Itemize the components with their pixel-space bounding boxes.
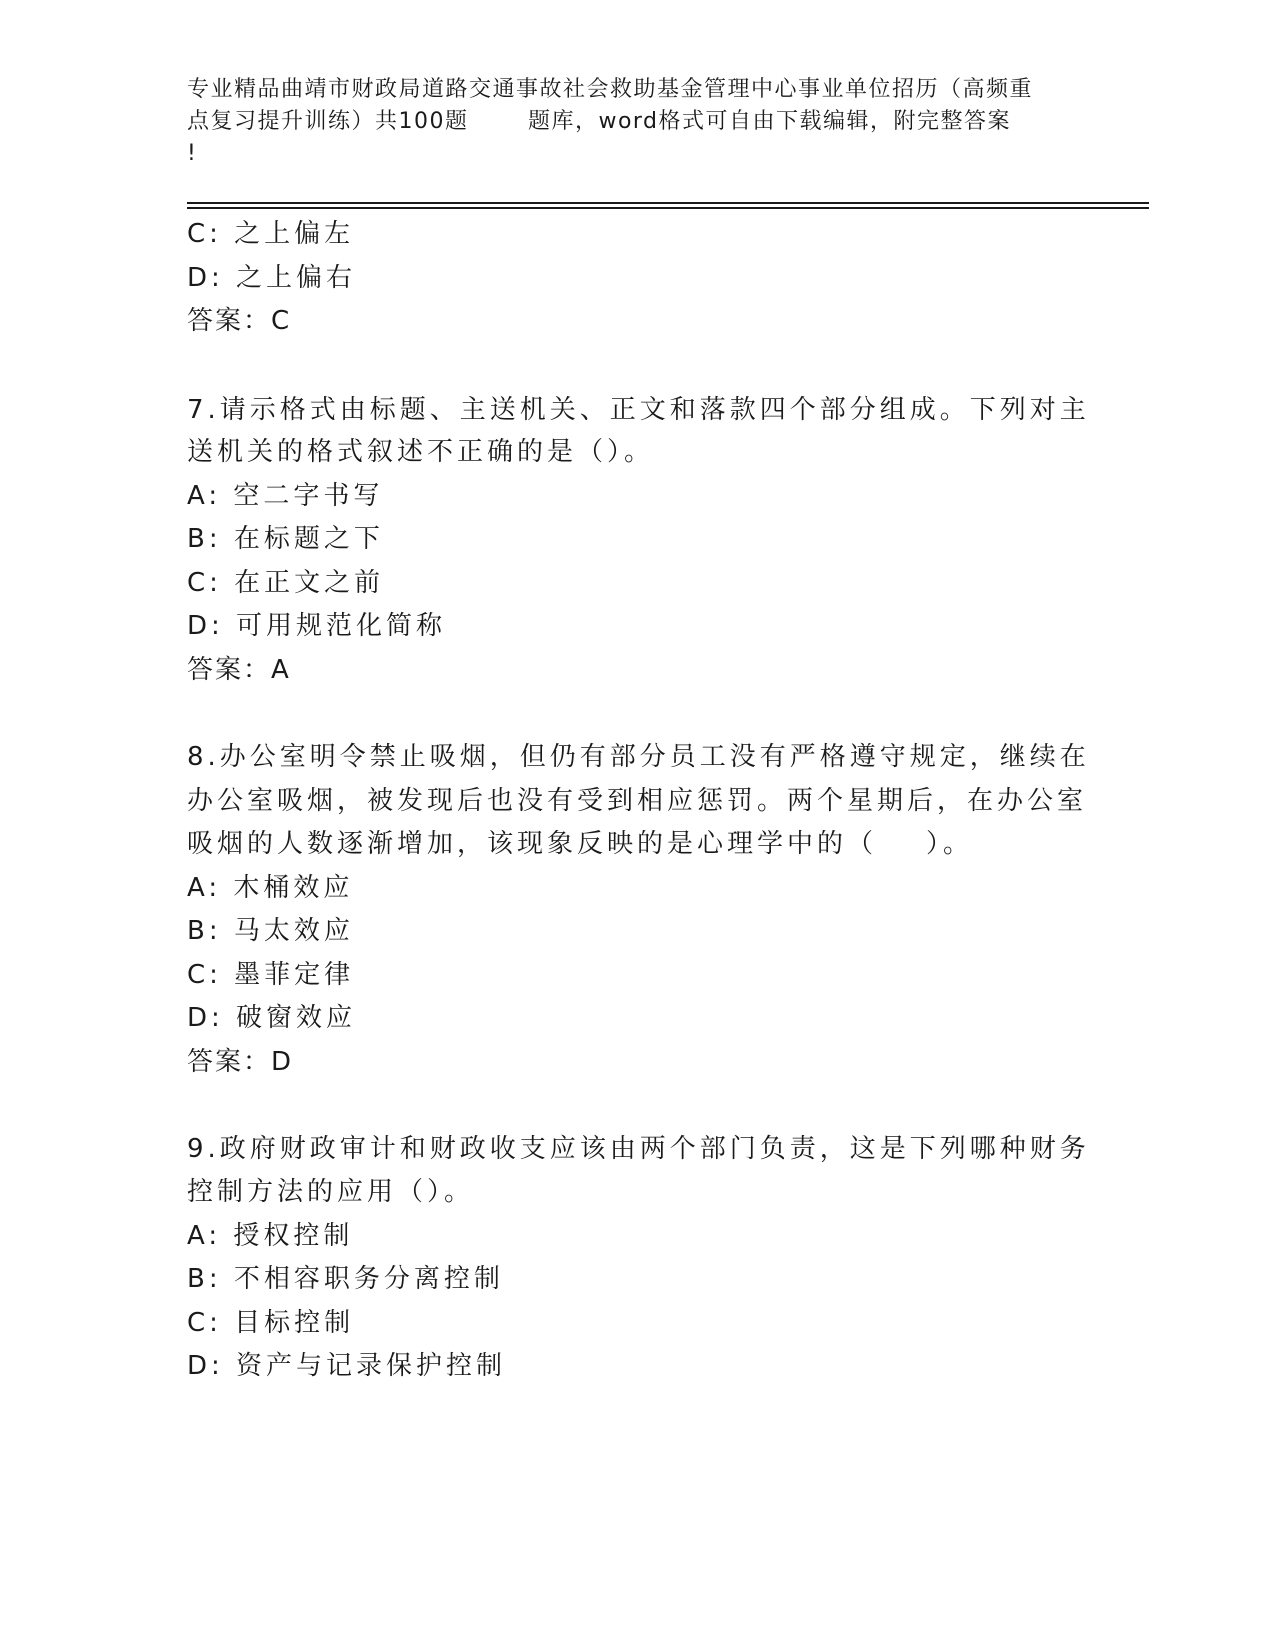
q8-stem-line-3: 吸烟的人数逐渐增加，该现象反映的是心理学中的（ ）。 <box>187 829 974 859</box>
q8-stem-line-1: 8.办公室明令禁止吸烟，但仍有部分员工没有严格遵守规定，继续在 <box>187 742 1090 772</box>
header-title-line-1: 专业精品曲靖市财政局道路交通事故社会救助基金管理中心事业单位招历（高频重 <box>187 77 1034 102</box>
q8-answer: 答案：D <box>187 1047 294 1077</box>
q6-option-d: D: 之上偏右 <box>187 263 357 293</box>
header-title-line-3: ! <box>187 141 198 166</box>
q7-stem-line-2: 送机关的格式叙述不正确的是（）。 <box>187 437 655 467</box>
q7-option-c: C: 在正文之前 <box>187 568 385 598</box>
q8-option-b: B: 马太效应 <box>187 916 354 946</box>
q9-option-c: C: 目标控制 <box>187 1308 355 1338</box>
q9-option-b: B: 不相容职务分离控制 <box>187 1264 504 1294</box>
q6-option-c: C: 之上偏左 <box>187 219 355 249</box>
q7-stem-line-1: 7.请示格式由标题、主送机关、正文和落款四个部分组成。下列对主 <box>187 395 1090 425</box>
q8-option-c: C: 墨菲定律 <box>187 960 355 990</box>
q7-option-a: A: 空二字书写 <box>187 481 384 511</box>
q9-option-a: A: 授权控制 <box>187 1221 354 1251</box>
q6-answer: 答案：C <box>187 306 292 336</box>
header-title-line-2: 点复习提升训练）共100题 题库，word格式可自由下载编辑，附完整答案 <box>187 109 1012 134</box>
q8-option-a: A: 木桶效应 <box>187 873 354 903</box>
header-divider-bottom <box>187 207 1149 209</box>
q8-stem-line-2: 办公室吸烟，被发现后也没有受到相应惩罚。两个星期后，在办公室 <box>187 786 1088 816</box>
q9-stem-line-2: 控制方法的应用（）。 <box>187 1177 475 1207</box>
document-header <box>187 74 1087 170</box>
q9-option-d: D: 资产与记录保护控制 <box>187 1351 507 1381</box>
q8-option-d: D: 破窗效应 <box>187 1003 357 1033</box>
q7-answer: 答案：A <box>187 655 291 685</box>
q7-option-b: B: 在标题之下 <box>187 524 384 554</box>
q7-option-d: D: 可用规范化简称 <box>187 611 447 641</box>
header-divider-top <box>187 202 1149 204</box>
q9-stem-line-1: 9.政府财政审计和财政收支应该由两个部门负责，这是下列哪种财务 <box>187 1134 1090 1164</box>
